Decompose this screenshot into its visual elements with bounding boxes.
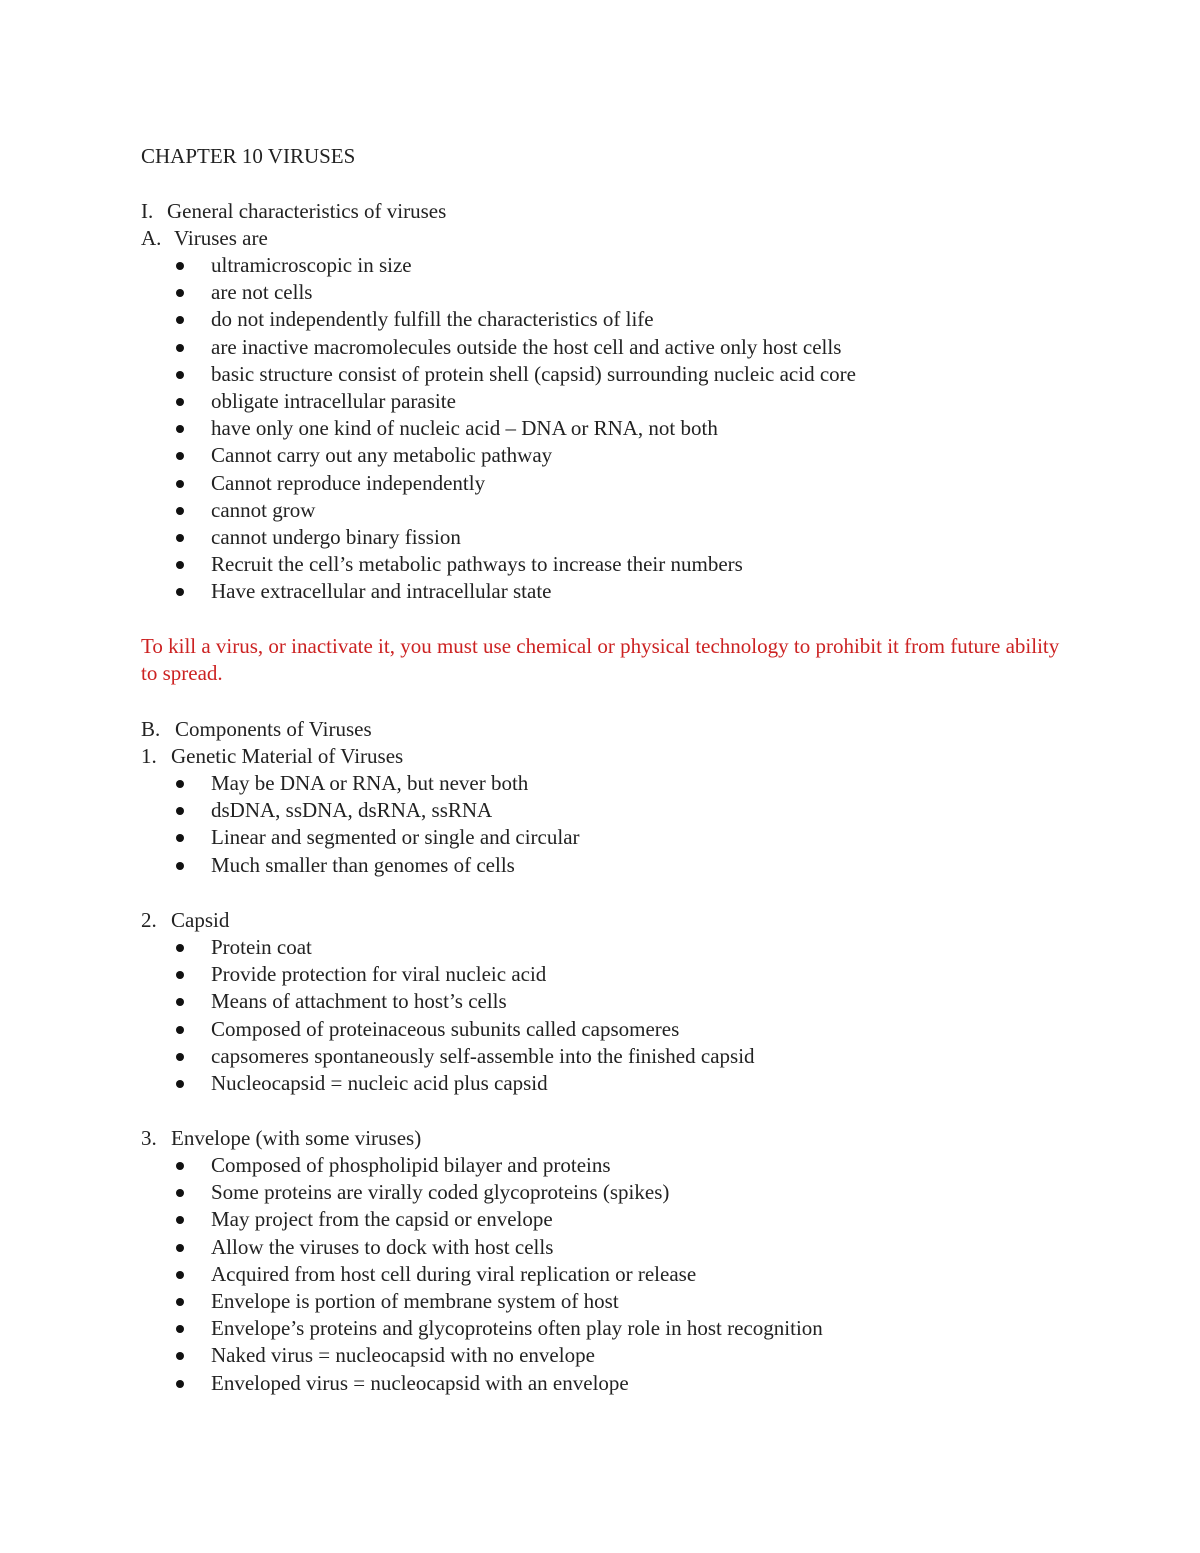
bullet-icon bbox=[176, 507, 184, 515]
heading-text: Genetic Material of Viruses bbox=[171, 744, 404, 768]
bullet-icon bbox=[176, 998, 184, 1006]
section-heading-general-characteristics bbox=[141, 198, 446, 225]
bullet-icon bbox=[176, 289, 184, 297]
bullet-icon bbox=[176, 425, 184, 433]
section-number: I. bbox=[141, 199, 154, 223]
bullet-icon bbox=[176, 971, 184, 979]
subsection-heading-text: Viruses are bbox=[174, 226, 268, 250]
red-note: To kill a virus, or inactivate it, you must use chemical or physical technology to prohibit it from future ability to spread. bbox=[141, 634, 1060, 685]
bullet-icon bbox=[176, 807, 184, 815]
bullet-icon bbox=[176, 1298, 184, 1306]
bullet-icon bbox=[176, 1026, 184, 1034]
subsection-heading-components bbox=[141, 716, 372, 743]
bullet-icon bbox=[176, 561, 184, 569]
bullet-icon bbox=[176, 944, 184, 952]
subsection-number: B. bbox=[141, 717, 161, 741]
heading-text: Envelope (with some viruses) bbox=[171, 1126, 422, 1150]
bullet-icon bbox=[176, 344, 184, 352]
document-title: CHAPTER 10 VIRUSES bbox=[141, 144, 356, 168]
item-number: 3. bbox=[141, 1126, 157, 1150]
bullet-icon bbox=[176, 480, 184, 488]
bullet-icon bbox=[176, 1244, 184, 1252]
heading-envelope bbox=[141, 1125, 421, 1152]
heading-capsid bbox=[141, 907, 229, 934]
bullet-icon bbox=[176, 534, 184, 542]
bullet-icon bbox=[176, 398, 184, 406]
bullet-icon bbox=[176, 1352, 184, 1360]
bullet-icon bbox=[176, 371, 184, 379]
bullet-icon bbox=[176, 1271, 184, 1279]
bullet-icon bbox=[176, 1053, 184, 1061]
bullet-icon bbox=[176, 452, 184, 460]
bullet-icon bbox=[176, 862, 184, 870]
bullet-icon bbox=[176, 1325, 184, 1333]
bullet-icon bbox=[176, 588, 184, 596]
heading-genetic-material bbox=[141, 743, 403, 770]
bullet-icon bbox=[176, 316, 184, 324]
bullet-icon bbox=[176, 1216, 184, 1224]
bullet-icon bbox=[176, 1080, 184, 1088]
bullet-icon bbox=[176, 1162, 184, 1170]
section-heading-text: General characteristics of viruses bbox=[167, 199, 447, 223]
item-number: 2. bbox=[141, 908, 157, 932]
bullet-icon bbox=[176, 780, 184, 788]
bullet-icon bbox=[176, 1189, 184, 1197]
bullet-icon bbox=[176, 834, 184, 842]
heading-text: Capsid bbox=[171, 908, 230, 932]
subsection-number: A. bbox=[141, 226, 162, 250]
bullet-icon bbox=[176, 262, 184, 270]
subsection-heading-text: Components of Viruses bbox=[175, 717, 372, 741]
bullet-icon bbox=[176, 1380, 184, 1388]
item-number: 1. bbox=[141, 744, 157, 768]
subsection-heading-viruses-are bbox=[141, 225, 268, 252]
document-page: CHAPTER 10 VIRUSES I. General characteristics of viruses A. Viruses are ultramicroscopic in size are not cells do not independently fulfill the characteristics of life are inactive macromolecules outside the host cell and active only host cells basic structure consist of protein shell (capsid) surrounding nucleic acid core obligate intracellular parasite have only one kind of nucleic acid – DNA or RNA, not both Cannot carry out any metabolic pathway Cannot reproduce independently cannot grow cannot undergo binary fission Recruit the cell’s metabolic pathways to increase their numbers Have extracellular and intracellular state To kill a virus, or inactivate it, you must use chemical or physical technology to prohibit it from future ability to spread. B. Components of Viruses 1. Genetic Material of Viruses May be DNA or RNA, but never both dsDNA, ssDNA, dsRNA, ssRNA Linear and segmented or single and circular Much smaller than genomes of cells 2. Capsid Protein coat Provide protection for viral nucleic acid Means of attachment to host’s cells Composed of proteinaceous subunits called capsomeres capsomeres spontaneously self-assemble into the finished capsid Nucleocapsid = nucleic acid plus capsid 3. Envelope (with some viruses) Composed of phospholipid bilayer and proteins Some proteins are virally coded glycoproteins (spikes) May project from the capsid or envelope Allow the viruses to dock with host cells Acquired from host cell during viral replication or release Envelope is portion of membrane system of host Envelope’s proteins and glycoproteins often play role in host recognition Naked virus = nucleocapsid with no envelope Enveloped virus = nucleocapsid with an envelope bbox=[141, 144, 1060, 1395]
